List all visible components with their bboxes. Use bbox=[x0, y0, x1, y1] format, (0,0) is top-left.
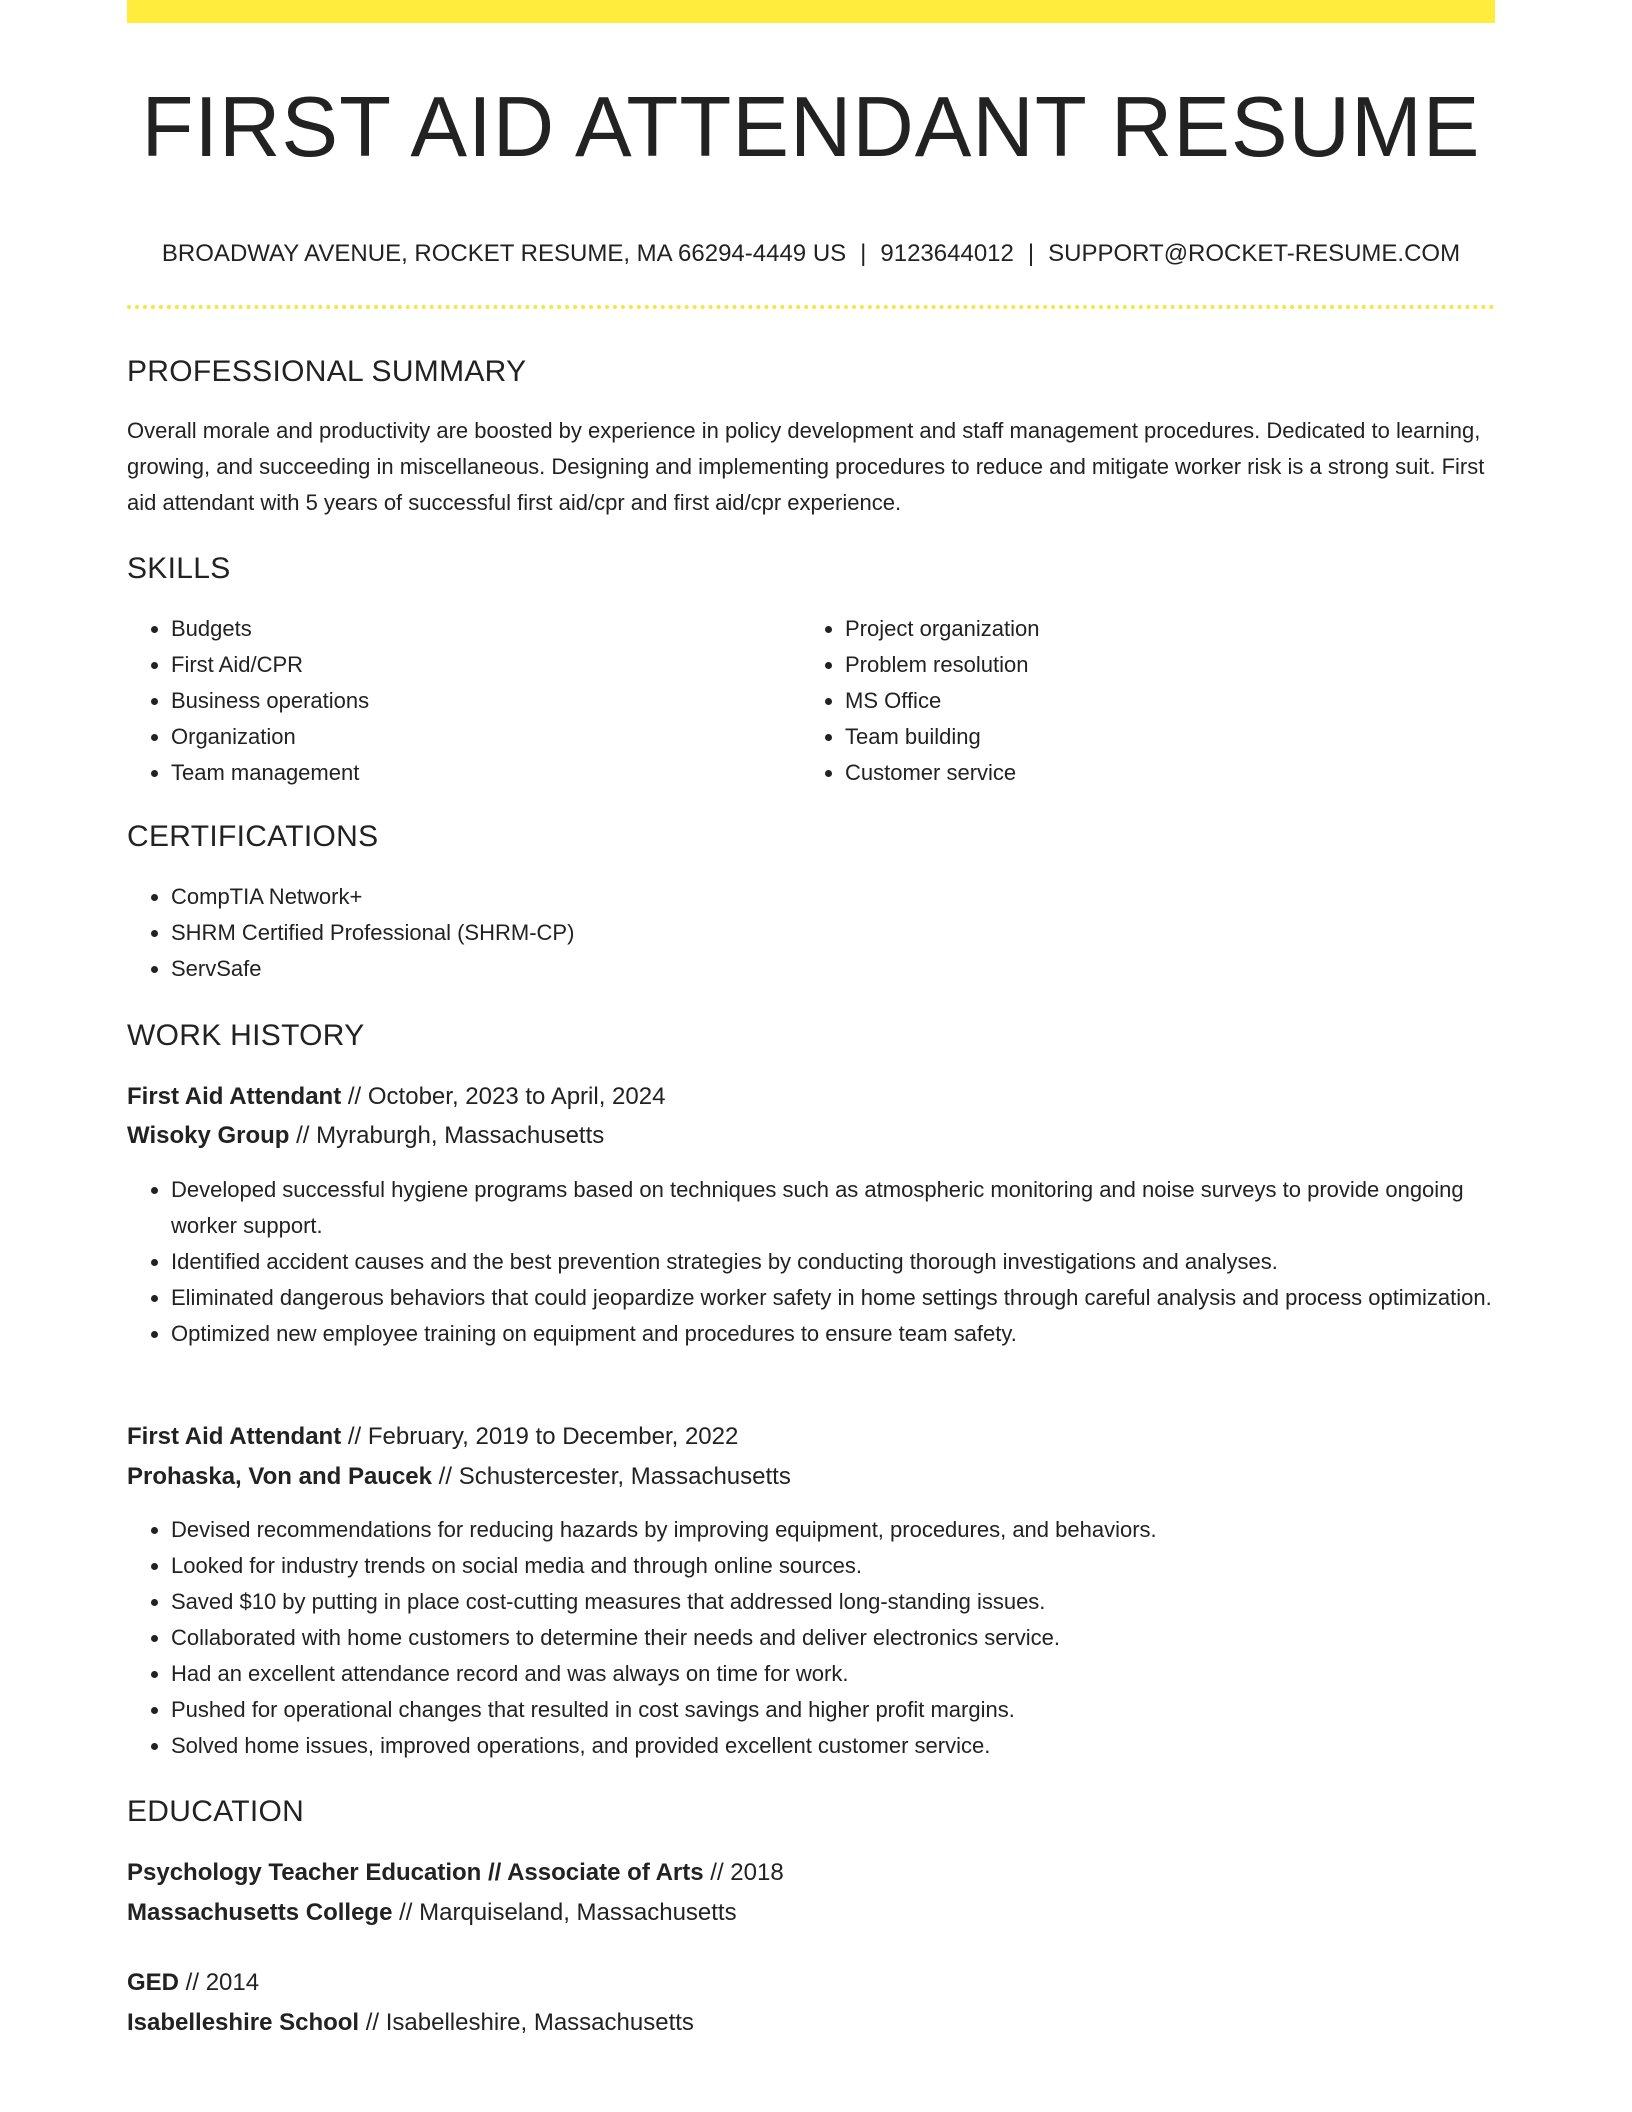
education-heading: EDUCATION bbox=[127, 1795, 305, 1828]
job-bullet: • Devised recommendations for reducing hazards by improving equipment, procedures, and behaviors. bbox=[171, 1512, 1495, 1548]
job-title-line bbox=[127, 1419, 738, 1455]
education-year: // 2018 bbox=[703, 1859, 784, 1886]
summary-text: Overall morale and productivity are boosted by experience in policy development and staff management procedures. Dedicated to learning, growing, and succeeding in miscellaneous. Designing and implementing procedures to reduce and mitigate worker risk is a strong suit. First aid attendant with 5 years of successful first aid/cpr and first aid/cpr experience. bbox=[127, 418, 1485, 515]
education-degree-line bbox=[127, 1855, 784, 1891]
certification-item: • ServSafe bbox=[171, 951, 1471, 987]
skill-item: • Project organization bbox=[845, 611, 1485, 647]
job-bullet: • Eliminated dangerous behaviors that could jeopardize worker safety in home settings through careful analysis and process optimization. bbox=[171, 1280, 1495, 1316]
job-bullet: • Optimized new employee training on equipment and procedures to ensure team safety. bbox=[171, 1316, 1495, 1352]
job-role: First Aid Attendant bbox=[127, 1083, 342, 1110]
education-school: Massachusetts College bbox=[127, 1899, 393, 1926]
skills-heading: SKILLS bbox=[127, 552, 231, 585]
job-bullet: • Had an excellent attendance record and was always on time for work. bbox=[171, 1656, 1495, 1692]
contact-separator: | bbox=[860, 240, 867, 267]
skill-item: • Budgets bbox=[171, 611, 801, 647]
skill-item: • MS Office bbox=[845, 683, 1485, 719]
certification-item: • CompTIA Network+ bbox=[171, 879, 1471, 915]
summary-heading: PROFESSIONAL SUMMARY bbox=[127, 355, 527, 388]
certifications-list bbox=[127, 879, 1471, 987]
skill-item: • Team building bbox=[845, 719, 1485, 755]
job-bullets bbox=[127, 1172, 1495, 1352]
education-degree-line bbox=[127, 1965, 259, 2001]
contact-separator: | bbox=[1027, 240, 1035, 267]
skill-item: • Organization bbox=[171, 719, 801, 755]
job-title-line bbox=[127, 1079, 665, 1115]
dotted-divider bbox=[127, 305, 1495, 309]
education-year: // 2014 bbox=[179, 1969, 260, 1996]
education-school-line bbox=[127, 2005, 694, 2041]
accent-top-bar bbox=[127, 0, 1495, 23]
job-dates: // February, 2019 to December, 2022 bbox=[341, 1423, 739, 1450]
education-school-line bbox=[127, 1895, 737, 1931]
skill-item: • Problem resolution bbox=[845, 647, 1485, 683]
job-company: Prohaska, Von and Paucek bbox=[127, 1463, 433, 1490]
job-location: // Schustercester, Massachusetts bbox=[432, 1463, 791, 1490]
education-degree: GED bbox=[127, 1969, 180, 1996]
job-bullet: • Saved $10 by putting in place cost-cutting measures that addressed long-standing issues. bbox=[171, 1584, 1495, 1620]
job-bullet: • Looked for industry trends on social media and through online sources. bbox=[171, 1548, 1495, 1584]
education-location: // Isabelleshire, Massachusetts bbox=[359, 2009, 694, 2036]
work-history-heading: WORK HISTORY bbox=[127, 1019, 365, 1052]
skill-item: • Customer service bbox=[845, 755, 1485, 791]
education-location: // Marquiseland, Massachusetts bbox=[392, 1899, 737, 1926]
certifications-heading: CERTIFICATIONS bbox=[127, 820, 379, 853]
job-bullet: • Collaborated with home customers to determine their needs and deliver electronics service. bbox=[171, 1620, 1495, 1656]
contact-phone: 9123644012 bbox=[880, 240, 1014, 267]
resume-title: FIRST AID ATTENDANT RESUME bbox=[141, 80, 1481, 175]
skills-list-right bbox=[801, 611, 1485, 791]
job-role: First Aid Attendant bbox=[127, 1423, 342, 1450]
job-bullets bbox=[127, 1512, 1495, 1764]
skill-item: • Team management bbox=[171, 755, 801, 791]
skill-item: • First Aid/CPR bbox=[171, 647, 801, 683]
job-bullet: • Solved home issues, improved operations, and provided excellent customer service. bbox=[171, 1728, 1495, 1764]
job-company-line bbox=[127, 1118, 604, 1154]
job-bullet: • Developed successful hygiene programs based on techniques such as atmospheric monitoring and noise surveys to provide ongoing worker support. bbox=[171, 1172, 1495, 1244]
job-bullet: • Pushed for operational changes that resulted in cost savings and higher profit margins. bbox=[171, 1692, 1495, 1728]
contact-address: BROADWAY AVENUE, ROCKET RESUME, MA 66294-4449 US bbox=[161, 240, 847, 267]
job-location: // Myraburgh, Massachusetts bbox=[289, 1122, 605, 1149]
job-company-line bbox=[127, 1459, 791, 1495]
certification-item: • SHRM Certified Professional (SHRM-CP) bbox=[171, 915, 1471, 951]
job-dates: // October, 2023 to April, 2024 bbox=[341, 1083, 666, 1110]
job-bullet: • Identified accident causes and the best prevention strategies by conducting thorough investigations and analyses. bbox=[171, 1244, 1495, 1280]
education-school: Isabelleshire School bbox=[127, 2009, 360, 2036]
skill-item: • Business operations bbox=[171, 683, 801, 719]
contact-line bbox=[127, 236, 1495, 272]
contact-email: SUPPORT@ROCKET-RESUME.COM bbox=[1048, 240, 1461, 267]
job-company: Wisoky Group bbox=[127, 1122, 290, 1149]
skills-list-left bbox=[127, 611, 801, 791]
education-degree: Psychology Teacher Education // Associate of Arts bbox=[127, 1859, 704, 1886]
